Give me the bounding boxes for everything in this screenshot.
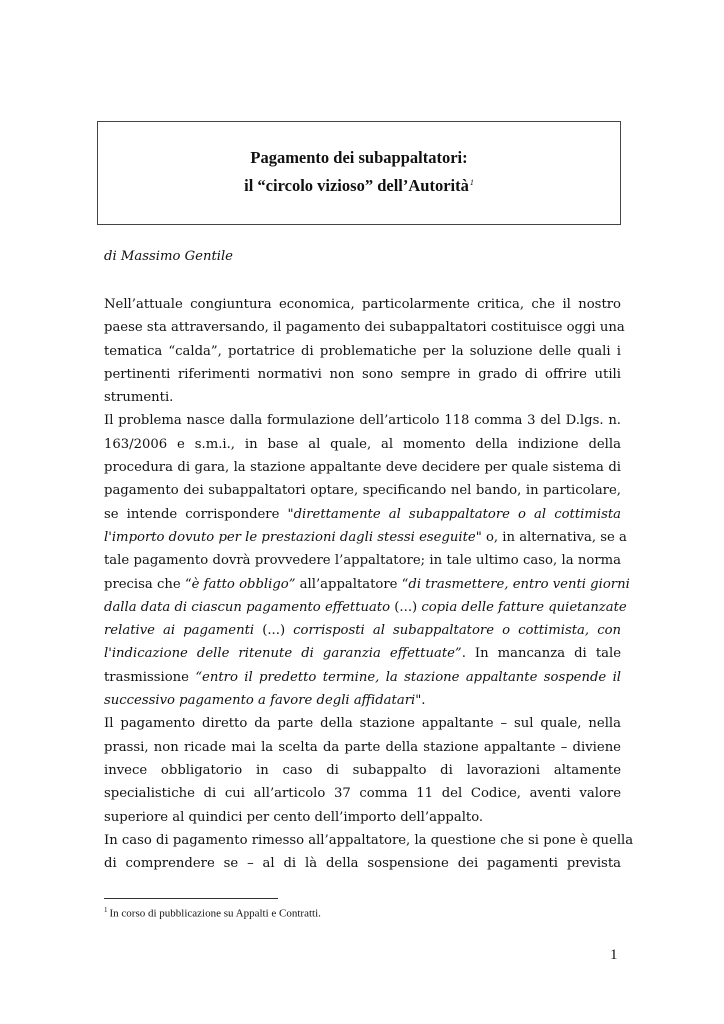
body-line <box>104 829 634 852</box>
italic-quote: corrisposti al subappaltatore o cottimista, con <box>293 623 622 639</box>
italic-quote: relative ai pagamenti <box>104 623 255 639</box>
body-line <box>104 456 621 479</box>
body-line <box>104 293 621 316</box>
body-line <box>104 736 621 759</box>
title-box <box>97 121 621 225</box>
text-run: di comprendere se – al di là della sospensione dei pagamenti prevista <box>104 856 621 872</box>
italic-quote: l'indicazione delle ritenute di garanzia effettuate” <box>104 646 462 662</box>
text-run: . In mancanza di tale <box>461 646 622 662</box>
body-line <box>104 852 621 875</box>
title-footnote-marker[interactable]: 1 <box>469 177 474 187</box>
text-run: ". <box>415 693 426 709</box>
text-run: invece obbligatorio in caso di subappalto di lavorazioni altamente <box>104 762 621 778</box>
body-line <box>104 712 621 735</box>
text-run: paese sta attraversando, il pagamento dei subappaltatori costituisce oggi una <box>104 320 625 336</box>
body-line <box>104 549 621 572</box>
text-run: o, in alternativa, se a <box>481 529 627 545</box>
text-run: se intende corrispondere " <box>104 506 294 522</box>
body-line <box>104 363 621 386</box>
italic-quote: è fatto obbligo” <box>191 576 296 592</box>
text-run: 163/2006 e s.m.i., in base al quale, al momento della indizione della <box>104 436 621 452</box>
text-run: In caso di pagamento rimesso all’appaltatore, la questione che si pone è quella <box>104 832 634 848</box>
text-run: Nell’attuale congiuntura economica, particolarmente critica, che il nostro <box>104 297 621 312</box>
italic-quote: successivo pagamento a favore degli affidatari <box>104 693 416 709</box>
footnote-divider <box>104 898 278 899</box>
title-line-1: Pagamento dei subappaltatori: <box>250 148 468 167</box>
body-line <box>104 503 621 526</box>
body-line <box>104 666 621 689</box>
text-run: trasmissione <box>104 669 196 685</box>
text-run: tale pagamento dovrà provvedere l’appaltatore; in tale ultimo caso, la norma <box>104 553 621 569</box>
author-byline: di Massimo Gentile <box>104 249 233 264</box>
body-line <box>104 409 621 432</box>
italic-quote: direttamente al subappaltatore o al cottimista <box>293 506 621 522</box>
page-number: 1 <box>610 947 618 963</box>
body-line <box>104 619 621 642</box>
italic-quote: “entro il predetto termine, la stazione appaltante sospende il <box>195 669 622 685</box>
text-run: precisa che “ <box>104 576 192 592</box>
body-line <box>104 386 621 409</box>
title-line-2 <box>98 176 620 196</box>
italic-quote: l'importo dovuto per le prestazioni dagli stessi eseguite" <box>104 529 482 545</box>
body-line <box>104 806 621 829</box>
italic-quote: di trasmettere, entro venti giorni <box>408 576 630 592</box>
body-line <box>104 573 630 596</box>
body-line <box>104 526 627 549</box>
body-line <box>104 642 621 665</box>
body-line <box>104 433 621 456</box>
body-line <box>104 340 621 363</box>
text-run: Il problema nasce dalla formulazione dell’articolo 118 comma 3 del D.lgs. n. <box>104 413 621 429</box>
body-line <box>104 316 625 339</box>
body-line <box>104 782 621 805</box>
text-run: pertinenti riferimenti normativi non sono sempre in grado di offrire utili <box>104 366 621 382</box>
body-text <box>104 293 634 875</box>
body-line <box>104 596 627 619</box>
text-run: Il pagamento diretto da parte della stazione appaltante – sul quale, nella <box>104 716 621 732</box>
text-run: all’appaltatore “ <box>295 576 409 592</box>
italic-quote: copia delle fatture quietanzate <box>421 599 627 615</box>
text-run: prassi, non ricade mai la scelta da parte della stazione appaltante – diviene <box>104 739 621 755</box>
text-run: strumenti. <box>104 390 174 406</box>
footnote-text: In corso di pubblicazione su Appalti e Contratti. <box>109 907 321 920</box>
text-run: tematica “calda”, portatrice di problematiche per la soluzione delle quali i <box>104 343 621 359</box>
body-line <box>104 759 621 782</box>
text-run: procedura di gara, la stazione appaltante deve decidere per quale sistema di <box>104 460 621 476</box>
body-line <box>104 479 621 502</box>
footnote-marker: 1 <box>104 906 108 914</box>
text-run: specialistiche di cui all’articolo 37 comma 11 del Codice, aventi valore <box>104 786 621 802</box>
text-run: pagamento dei subappaltatori optare, specificando nel bando, in particolare, <box>104 483 621 499</box>
body-line <box>104 689 621 712</box>
footnote <box>104 906 321 920</box>
text-run: (...) <box>390 599 422 615</box>
italic-quote: dalla data di ciascun pagamento effettuato <box>104 599 391 615</box>
text-run: superiore al quindici per cento dell’importo dell’appalto. <box>104 809 484 825</box>
title-line-2-text: il “circolo vizioso” dell’Autorità <box>244 176 469 195</box>
text-run: (...) <box>254 623 294 639</box>
